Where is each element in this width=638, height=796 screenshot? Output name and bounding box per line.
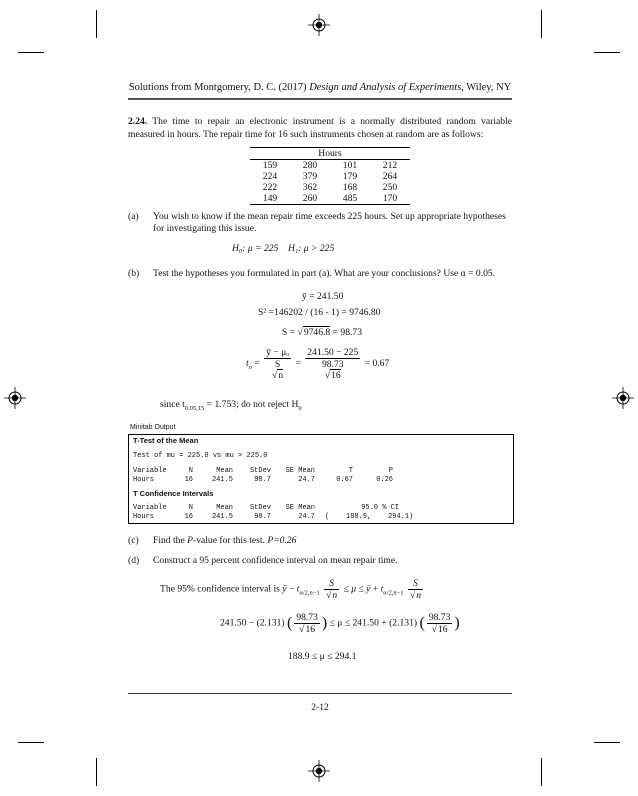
conclusion-text: since $t_{0.05,15} = 1.753$; do not reject $H_0$ [160, 399, 302, 412]
registration-mark-icon [612, 387, 634, 409]
problem-statement: 2.24. The time to repair an electronic instrument is a normally distributed random variable measured in hours. The repair time for 16 such instruments chosen at random are as follows: [128, 116, 512, 140]
footer-rule [128, 693, 512, 694]
page-number: 2-12 [311, 702, 329, 713]
ci-title: T Confidence Intervals [133, 489, 214, 498]
crop-mark [594, 742, 620, 743]
variance-eq: S² =146202 / (16 - 1) = 9746.80 [258, 307, 381, 318]
hypotheses: H₀: μ = 225 H₁: μ > 225 [232, 243, 335, 254]
crop-mark [541, 758, 542, 786]
ci-substitution: 241.50 − (2.131) ( $\frac{98.73}{√16}$ ) ≤ μ ≤ 241.50 + (2.131) ( $\frac{98.73}{√16}$ ) [220, 612, 460, 635]
crop-mark [96, 10, 97, 38]
t-statistic-eq: $t_o$ = ȳ − μₒ S √n = 241.50 − 225 98.73 √16 = 0.67 [246, 347, 390, 381]
ci-result: 188.9 ≤ μ ≤ 294.1 [288, 651, 357, 662]
ttest-test-line: Test of mu = 225.0 vs mu > 225.0 [133, 452, 268, 460]
ci-formula: The 95% confidence interval is ȳ − $t_{\alpha/2,n-1}$ $\frac{S}{√n}$ ≤ μ ≤ ȳ + $t_{\alpha/2,n-1}$ $\frac{S}{√n}$ [160, 578, 422, 601]
repair-time-table: Hours 159 280 101 212 224 379 179 264 222 362 168 250 149 260 485 170 [250, 147, 410, 205]
sample-mean-eq: ȳ = 241.50 [302, 291, 344, 302]
ttest-title: T-Test of the Mean [133, 436, 199, 445]
crop-mark [96, 758, 97, 786]
running-header: Solutions from Montgomery, D. C. (2017) Design and Analysis of Experiments, Wiley, NY [128, 82, 512, 93]
header-rule [128, 98, 512, 100]
stdev-eq: S = √9746.8 = 98.73 [282, 327, 362, 338]
registration-mark-icon [4, 387, 26, 409]
registration-mark-icon [308, 14, 330, 36]
registration-mark-icon [308, 760, 330, 782]
crop-mark [18, 742, 44, 743]
crop-mark [594, 52, 620, 53]
table-header: Hours [250, 148, 410, 160]
crop-mark [18, 52, 44, 53]
crop-mark [541, 10, 542, 38]
minitab-output-box: T-Test of the Mean Test of mu = 225.0 vs mu > 225.0 Variable N Mean StDev SE Mean T P Hours 16 241.5 98.7 24.7 0.67 0.26 T Confidence Intervals Variable N Mean StDev SE Mean 95.0 % CI Hours 16 241.5 98.7 24.7 ( 188.9, 294.1) [128, 434, 514, 524]
minitab-label: Minitab Output [130, 424, 176, 431]
